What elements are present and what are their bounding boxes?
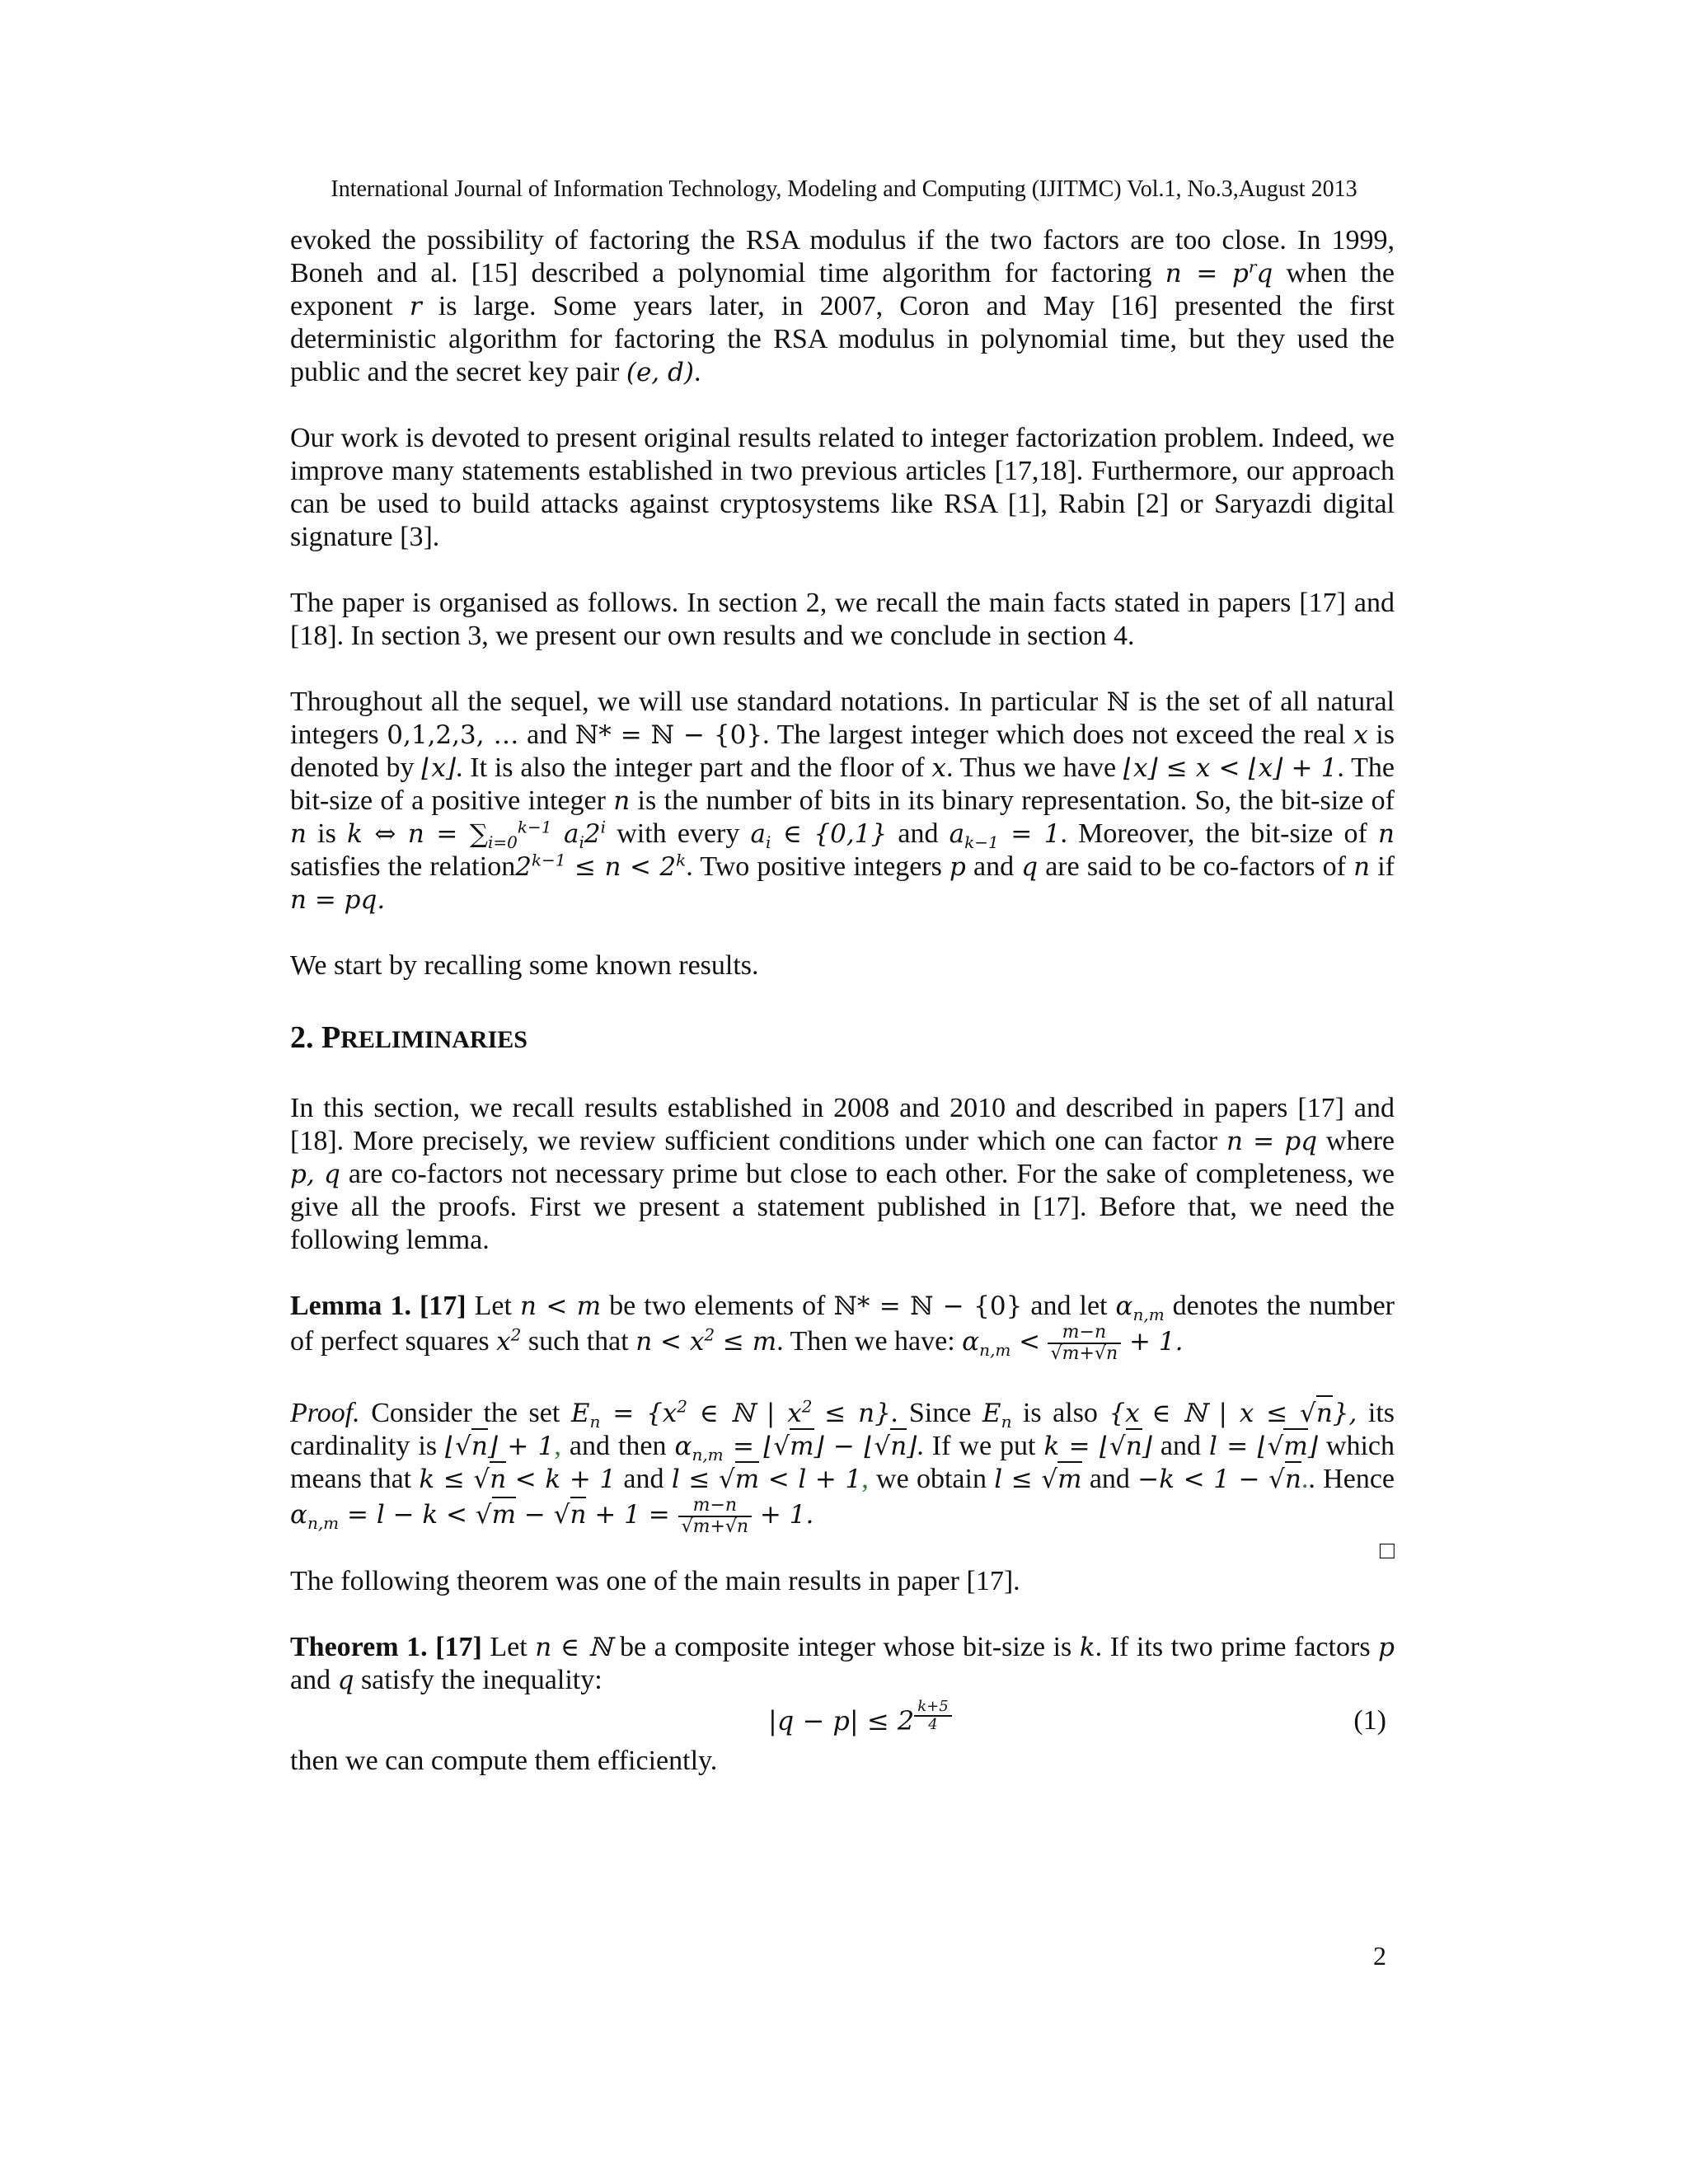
qed-box-icon: □ [1379, 1537, 1395, 1564]
theorem-label: Theorem 1. [17] [290, 1632, 482, 1662]
fraction: $\frac{m-n}{√m+√n}$ [678, 1496, 753, 1537]
proof-label: Proof. [290, 1398, 360, 1428]
theorem-1: Theorem 1. [17] Let n ∈ ℕ be a composite integer whose bit-size is k. If its two prime factors p and q satisfy the inequality: [290, 1632, 1395, 1695]
paragraph-organisation: The paper is organised as follows. In section 2, we recall the main facts stated in papers [17] and [18]. In section 3, we present our own results and we conclude in section 4. [290, 588, 1395, 651]
equation-1: |q − p| ≤ 2 $^{\frac{k+5}{4}}$ (1) [290, 1697, 1395, 1745]
paragraph-section-intro: In this section, we recall results established in 2008 and 2010 and described in papers [17] and [18]. More precisely, we review sufficient conditions under which one can factor n = pq where p, q are co-factors not necessary prime but close to each other. For the sake of completeness, we give all the proofs. First we present a statement published in [17]. Before that, we need the following lemma. [290, 1093, 1395, 1255]
lemma-1: Lemma 1. [17] Let n < m be two elements of ℕ* = ℕ − {0} and let $\alpha_{n,m}$ denotes the number of perfect squares $x^2$ such that $n < x^2 \le m$. Then we have: $\alpha_{n,m}$ < $\frac{m-n}{√m+√n}$ + 1. [290, 1291, 1395, 1364]
proof-lemma-1: Proof. Consider the set $E_n = \{x^2$ ∈ ℕ | $x^2 \le n$}. Since $E_n$ is also {x ∈ ℕ | x ≤ √n}, its cardinality is ⌊√n⌋ + 1, and then $\alpha_{n,m}$ = ⌊√m⌋ − ⌊√n⌋. If we put k = ⌊√n⌋ and l = ⌊√m⌋ which means that k ≤ √n < k + 1 and l ≤ √m < l + 1, we obtain l ≤ √m and −k < 1 − √n.. Hence $\alpha_{n,m} = l - k < √m - √n + 1$ = $\frac{m-n}{√m+√n}$ + 1. [290, 1396, 1395, 1537]
paragraph-notations: Throughout all the sequel, we will use standard notations. In particular ℕ is the set of all natural integers 0,1,2,3, … and ℕ* = ℕ − {0}. The largest integer which does not exceed the real x is denoted by ⌊x⌋. It is also the integer part and the floor of x. Thus we have ⌊x⌋ ≤ x < ⌊x⌋ + 1. The bit-size of a positive integer n is the number of bits in its binary representation. So, the bit-size of n is k ⇔ $n = \sum_{i=0}^{k-1}$ $a_i2^i$ with every $a_i$ ∈ {0,1} and $a_{k-1} = 1$. Moreover, the bit-size of n satisfies the $relation2^{k-1} \le n < 2^k$. Two positive integers p and q are said to be co-factors of n if n = pq. [290, 687, 1395, 915]
paragraph-theorem-intro: The following theorem was one of the main results in paper [17]. [290, 1566, 1020, 1596]
running-header: International Journal of Information Technology, Modeling and Computing (IJITMC) Vol.1, No.3,August 2013 [331, 176, 1357, 202]
equation-number: (1) [1353, 1705, 1386, 1736]
paragraph-contribution: Our work is devoted to present original results related to integer factorization problem. Indeed, we improve many statements established in two previous articles [17,18]. Furthermore, our approach can be used to build attacks against cryptosystems like RSA [1], Rabin [2] or Saryazdi digital signature [3]. [290, 423, 1395, 552]
lemma-label: Lemma 1. [17] [290, 1291, 467, 1321]
paragraph-history: evoked the possibility of factoring the RSA modulus if the two factors are too close. In 1999, Boneh and al. [15] described a polynomial time algorithm for factoring $n = p^rq$ when the exponent r is large. Some years later, in 2007, Coron and May [16] presented the first deterministic algorithm for factoring the RSA modulus in polynomial time, but they used the public and the secret key pair (e, d). [290, 225, 1395, 387]
fraction: $\frac{m-n}{√m+√n}$ [1048, 1323, 1122, 1364]
page-number: 2 [1373, 1941, 1386, 1971]
page-body [290, 224, 1395, 1778]
theorem-conclusion: then we can compute them efficiently. [290, 1746, 718, 1776]
section-heading-preliminaries: 2. PRELIMINARIES [290, 1020, 528, 1055]
paragraph-start: We start by recalling some known results. [290, 950, 759, 981]
